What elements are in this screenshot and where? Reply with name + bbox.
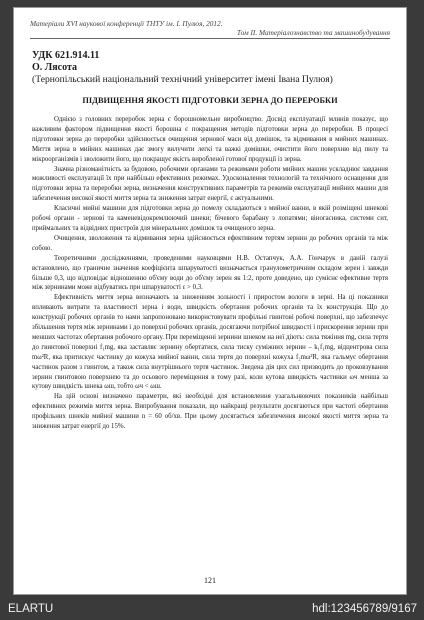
udk-code: УДК 621.914.11 (32, 50, 100, 61)
article-body (32, 50, 388, 432)
paragraph: Теоретичними дослідженнями, проведеними науковцями Н.В. Остапчук, А.А. Гончарук в даній галузі встановлено, що граничне значення коефіцієнта шпаруватості визначається гранулометричним складом зерен і завжди більше 0,3, що відповідає відношенню об'єму води до об'єму зерен як 1:2, проте доведено, що суміснє ефективне тертя між зернинами може відбуватись при шпаруватості ε > 0,3. (32, 254, 388, 292)
paragraph: Однією з головних переробок зерна є борошномельне виробництво. Досвід експлуатації млинів показує, що важливим фактором підвищення якості борошна є покращення методів підготовки зерна до переробки. В процесі підготовки зерна до переробки здійснюється очищення зернової маси від домішок, та відмивання в мийних машинах. Миття зерна в мийних машинах дає змогу вилучити легкі та важкі домішки, очистити його поверхню від пилу та мікроорганізмів і зволожити його, що покращує якість виробленої готової продукції із зерна. (32, 116, 388, 163)
page-number: 121 (204, 576, 216, 585)
handle-identifier: hdl:123456789/9167 (312, 603, 417, 615)
paragraph: Ефективність миття зерна визначають за зниженням зольності і приростом вологи в зерні. На ці показники впливають витрати та властивості зерна і води, швидкість обертання робочих органів та їх конструкція. Що до конструкції робочих органів то нами запропоновано використовувати профільні гвинтові робочі поверхні, що забезпечує збільшення тертя між зернинами і до поверхні робочих органів, досягаючи потрібної швидкості і прискорення зернин при менших частотах обертання робочого органу. При переміщенні зернини шнеком на неї діють: сила тяжіння mg, сила тертя до гвинтової поверхні f₁mg, яка заставляє зернину обертатися, сила тиску суміжних зернин – k₁f₁mg, відцентрова сила mω²R, яка притискує частинку до кожуха мийної ванни, сила тертя до поверхні кожуха f₂mω²R, яка гальмує обертання частинок разом з гвинтом, а також сила внутрішнього тертя частинок. Зведена дія цих сил призводить до проковзування зернин гвинтовою поверхнею та до осьового переміщення в тому разі, коли кутова швидкість частинки ωч менша за кутову швидкість шнека ωш, тобто ωч < ωш. (32, 294, 388, 391)
author-name: О. Лясота (32, 62, 77, 73)
article-title: ПІДВИЩЕННЯ ЯКОСТІ ПІДГОТОВКИ ЗЕРНА ДО ПЕРЕРОБКИ (82, 96, 338, 105)
repository-name: ELARTU (8, 603, 54, 615)
header-divider (30, 38, 390, 39)
paragraph: Значна різноманітність за будовою, робочими органами та режимами роботи мийних машин ускладнює завдання можливості експлуатації їх при найбільш ефективних режимах. Удосконалення технологій та технічного оснащення для підготовки зерна та переробки зерна, визначення конструктивних параметрів та режимів експлуатації мийних машин для забезпечення високої якості миття зерна та зниження затрат енергії, є актуальними. (32, 165, 388, 203)
document-page (14, 8, 406, 594)
running-header-conference: Матеріали XVI наукової конференції ТНТУ ім. І. Пулюя, 2012. (30, 19, 223, 28)
author-affiliation: (Тернопільський національний технічний університет імені Івана Пулюя) (32, 74, 333, 85)
paragraph: Очищення, зволоження та відмивання зерна здійснюється ефективним тертям зернин до робочих органів та між собою. (32, 234, 388, 252)
paragraph: Класичні мийні машини для підготовки зерна до помелу складаються з мийної ванни, в якій розміщені шнекові робочі органи - зернові та каменевідокремлюючий шнеки; бічевого барабану з лопатями; віногасника, системи сит, приймальних та відвідних пристроїв для мінеральних домішок та очищеного зерна. (32, 205, 388, 232)
repository-footer (0, 600, 424, 620)
paragraph: На цій основі визначено параметри, які необхідні для встановлення узагальнюючих показників найбільш ефективних режимів миття зерна. Випробування показали, що найкращі результати досягаються при частоті обертання профільних шнеків мийної машини n = 60 об/хв. При цьому досягається забезпечення високої якості миття зерна та зниження затрат енергії до 15%. (32, 393, 388, 431)
running-header-volume: Том II. Матеріалознавство та машинобудування (236, 28, 390, 37)
